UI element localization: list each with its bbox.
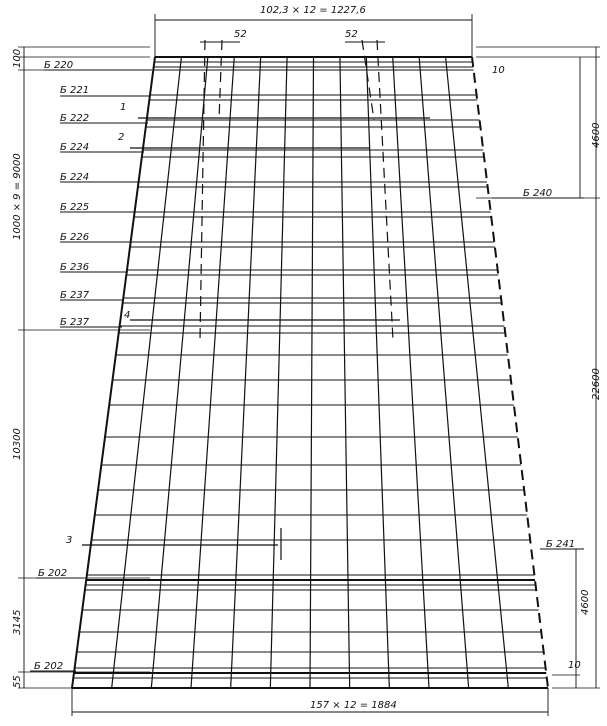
dim-top-width: 102,3 × 12 = 1227,6 <box>260 5 366 16</box>
longitudinal-bar <box>419 57 469 688</box>
marker-3: 3 <box>66 535 73 546</box>
label-b241: Б 241 <box>546 539 576 550</box>
dim-spacing-right: 52 <box>345 29 358 40</box>
dim-lower-right: 4600 <box>580 589 591 615</box>
dim-total-height: 22600 <box>591 368 602 400</box>
label-b202a: Б 202 <box>38 568 68 579</box>
longitudinal-bar <box>310 57 314 688</box>
label-b222: Б 222 <box>60 113 90 124</box>
dim-top-right-small: 10 <box>492 65 505 76</box>
label-b202b: Б 202 <box>34 661 64 672</box>
dashed-inner-bar <box>219 40 222 120</box>
longitudinal-bar <box>231 57 261 688</box>
label-b224a: Б 224 <box>60 142 90 153</box>
label-b237a: Б 237 <box>60 290 90 301</box>
label-b224b: Б 224 <box>60 172 90 183</box>
longitudinal-bar <box>366 57 389 688</box>
longitudinal-bar <box>446 57 509 688</box>
dim-lower-zone: 3145 <box>12 609 23 635</box>
marker-1: 1 <box>120 102 127 113</box>
dim-bottom-width: 157 × 12 = 1884 <box>310 700 397 711</box>
dim-spacing-left: 52 <box>234 29 247 40</box>
label-b236: Б 236 <box>60 262 90 273</box>
dashed-inner-bar <box>200 40 205 340</box>
label-b237b: Б 237 <box>60 317 90 328</box>
dim-upper-zone: 1000 × 9 = 9000 <box>12 153 23 240</box>
dim-bottom-offset: 55 <box>12 675 23 688</box>
marker-2: 2 <box>118 132 125 143</box>
longitudinal-bar <box>340 57 350 688</box>
label-b240: Б 240 <box>523 188 553 199</box>
longitudinal-bar <box>472 57 548 688</box>
longitudinal-bar <box>270 57 287 688</box>
longitudinal-bar <box>191 57 234 688</box>
longitudinal-bar <box>393 57 429 688</box>
longitudinal-bar <box>151 57 208 688</box>
dim-bottom-right-small: 10 <box>568 660 581 671</box>
dim-upper-right: 4600 <box>591 122 602 148</box>
dashed-inner-bar <box>377 40 393 340</box>
dim-middle-zone: 10300 <box>12 428 23 460</box>
marker-4: 4 <box>124 310 131 321</box>
label-b220: Б 220 <box>44 60 74 71</box>
label-b221: Б 221 <box>60 85 90 96</box>
dim-top-offset: 100 <box>12 48 23 68</box>
label-b226: Б 226 <box>60 232 90 243</box>
annotation-lines <box>18 14 600 716</box>
label-b225: Б 225 <box>60 202 90 213</box>
